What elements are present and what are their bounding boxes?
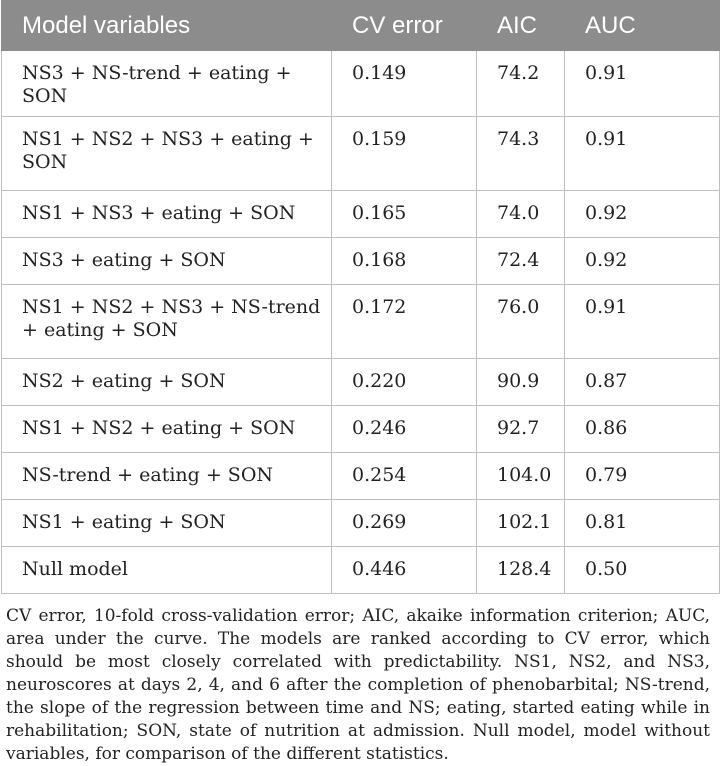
header-cv-error: CV error [332, 1, 477, 51]
cell-cv-error: 0.165 [332, 191, 477, 238]
cell-auc: 0.92 [565, 238, 720, 285]
cell-auc: 0.50 [565, 547, 720, 594]
cell-aic: 74.3 [477, 117, 565, 191]
cell-cv-error: 0.220 [332, 359, 477, 406]
cell-aic: 90.9 [477, 359, 565, 406]
table-header [2, 1, 720, 51]
cell-aic: 74.0 [477, 191, 565, 238]
cell-cv-error: 0.168 [332, 238, 477, 285]
cell-aic: 76.0 [477, 285, 565, 359]
cell-auc: 0.79 [565, 453, 720, 500]
cell-aic: 128.4 [477, 547, 565, 594]
cell-model: NS1 + NS2 + NS3 + NS-trend + eating + SON [2, 285, 332, 359]
cell-cv-error: 0.159 [332, 117, 477, 191]
table-row [2, 406, 720, 453]
cell-aic: 102.1 [477, 500, 565, 547]
cell-cv-error: 0.446 [332, 547, 477, 594]
cell-cv-error: 0.149 [332, 51, 477, 117]
cell-auc: 0.81 [565, 500, 720, 547]
table-row [2, 359, 720, 406]
cell-auc: 0.92 [565, 191, 720, 238]
cell-cv-error: 0.246 [332, 406, 477, 453]
cell-aic: 92.7 [477, 406, 565, 453]
cell-auc: 0.91 [565, 51, 720, 117]
cell-model: Null model [2, 547, 332, 594]
cell-cv-error: 0.254 [332, 453, 477, 500]
cell-aic: 74.2 [477, 51, 565, 117]
table-row [2, 191, 720, 238]
header-row [2, 1, 720, 51]
table-row [2, 547, 720, 594]
cell-auc: 0.91 [565, 117, 720, 191]
cell-model: NS-trend + eating + SON [2, 453, 332, 500]
header-model-variables: Model variables [2, 1, 332, 51]
cell-auc: 0.87 [565, 359, 720, 406]
cell-cv-error: 0.269 [332, 500, 477, 547]
header-aic: AIC [477, 1, 565, 51]
cell-cv-error: 0.172 [332, 285, 477, 359]
cell-model: NS2 + eating + SON [2, 359, 332, 406]
cell-aic: 104.0 [477, 453, 565, 500]
table-row [2, 500, 720, 547]
cell-model: NS1 + eating + SON [2, 500, 332, 547]
table-footnote: CV error, 10-fold cross-validation error; AIC, akaike information criterion; AUC, area under the curve. The models are ranked according to CV error, which should be most closely correlated with predictability. NS1, NS2, and NS3, neuroscores at days 2, 4, and 6 after the completion of phenobarbital; NS-trend, the slope of the regression between time and NS; eating, started eating while in rehabilitation; SON, state of nutrition at admission. Null model, model without variables, for comparison of the different statistics. [6, 606, 710, 764]
cell-aic: 72.4 [477, 238, 565, 285]
table-row [2, 238, 720, 285]
table-row [2, 285, 720, 359]
cell-model: NS1 + NS2 + eating + SON [2, 406, 332, 453]
cell-model: NS3 + eating + SON [2, 238, 332, 285]
table-row [2, 51, 720, 117]
model-comparison-table [1, 0, 720, 594]
table-row [2, 117, 720, 191]
cell-auc: 0.91 [565, 285, 720, 359]
cell-model: NS1 + NS2 + NS3 + eating + SON [2, 117, 332, 191]
cell-auc: 0.86 [565, 406, 720, 453]
table-body [2, 51, 720, 594]
cell-model: NS1 + NS3 + eating + SON [2, 191, 332, 238]
cell-model: NS3 + NS-trend + eating + SON [2, 51, 332, 117]
header-auc: AUC [565, 1, 720, 51]
table-row [2, 453, 720, 500]
